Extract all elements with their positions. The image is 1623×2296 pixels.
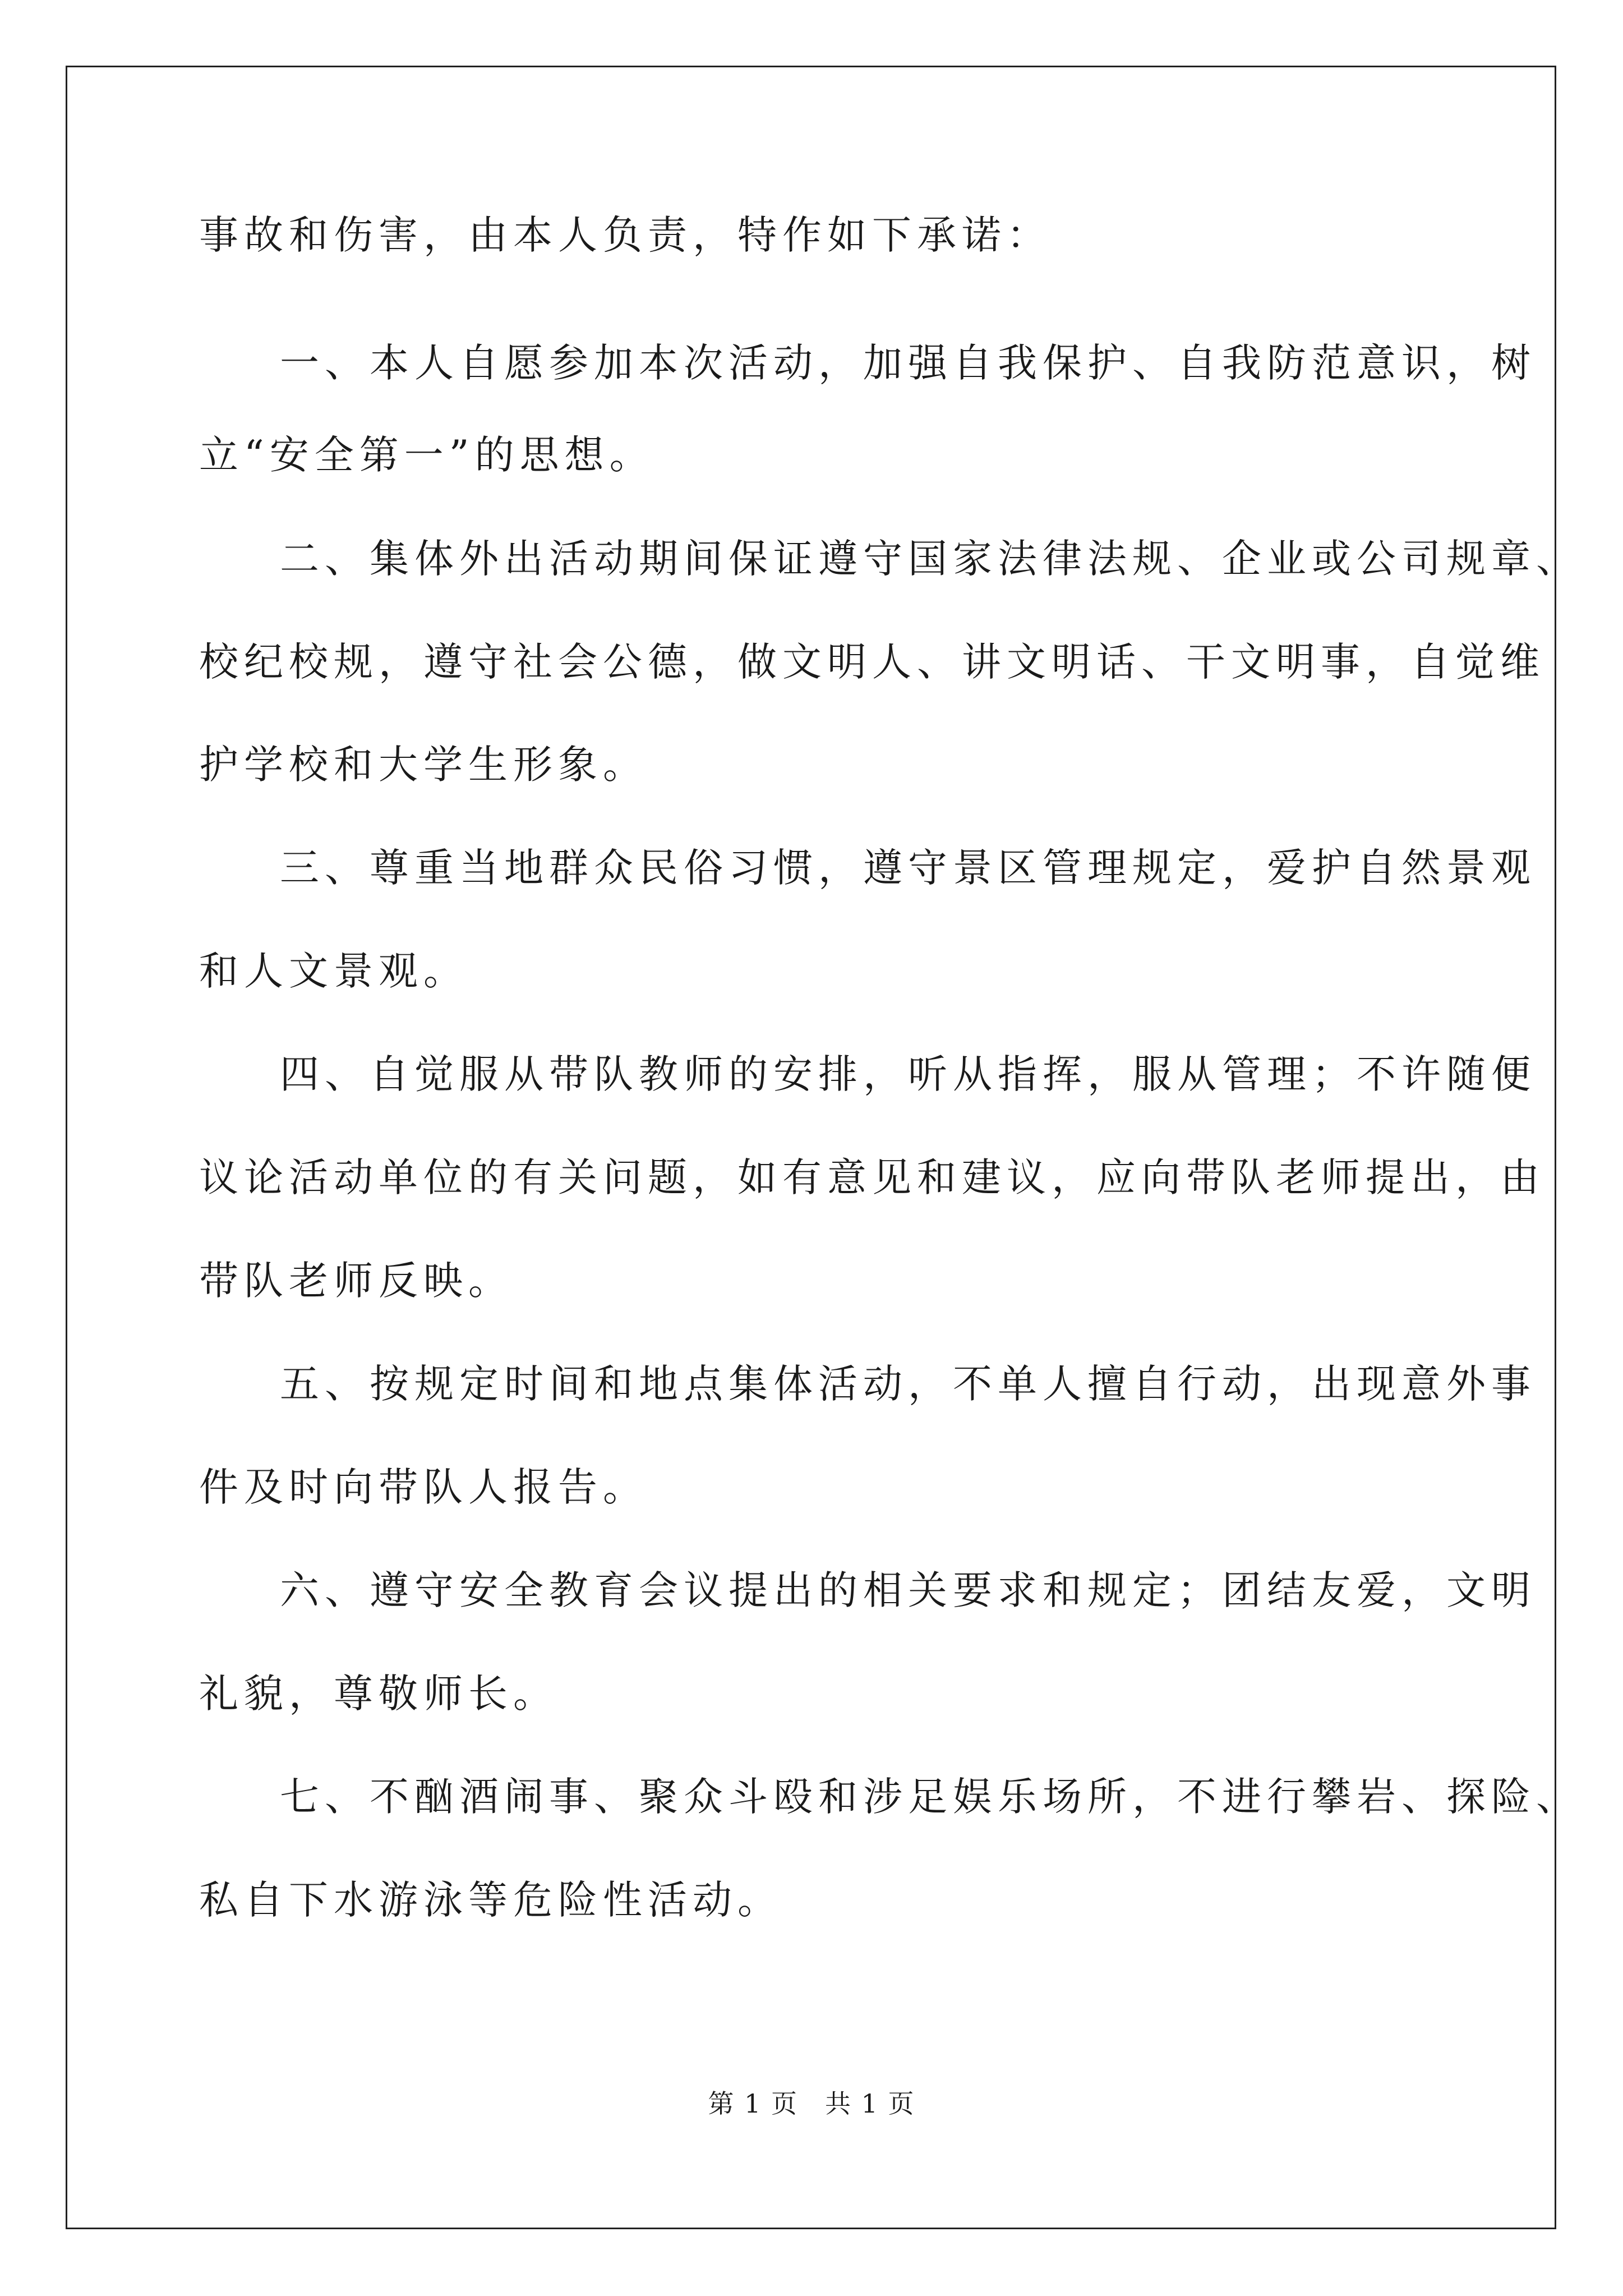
text-line: 四、自觉服从带队教师的安排，听从指挥，服从管理；不许随便 [280, 1051, 1536, 1097]
text-line: 事故和伤害，由本人负责，特作如下承诺： [199, 212, 1052, 258]
text-line: 私自下水游泳等危险性活动。 [199, 1877, 782, 1923]
text-line: 一、本人自愿参加本次活动，加强自我保护、自我防范意识，树 [280, 340, 1536, 386]
text-line: 和人文景观。 [199, 948, 468, 994]
text-line: 议论活动单位的有关问题，如有意见和建议，应向带队老师提出，由 [199, 1154, 1545, 1200]
text-line: 六、遵守安全教育会议提出的相关要求和规定；团结友爱，文明 [280, 1567, 1536, 1613]
text-line: 护学校和大学生形象。 [199, 742, 648, 788]
text-line: 件及时向带队人报告。 [199, 1464, 648, 1510]
text-line: 五、按规定时间和地点集体活动，不单人擅自行动，出现意外事 [280, 1361, 1536, 1407]
text-line: 带队老师反映。 [199, 1258, 513, 1304]
text-line: 校纪校规，遵守社会公德，做文明人、讲文明话、干文明事，自觉维 [199, 639, 1545, 685]
text-line: 三、尊重当地群众民俗习惯，遵守景区管理规定，爱护自然景观 [280, 845, 1536, 891]
text-line: 礼貌，尊敬师长。 [199, 1671, 558, 1717]
text-line: 立“安全第一”的思想。 [199, 432, 654, 478]
page-footer: 第 1 页 共 1 页 [708, 2088, 915, 2119]
text-line: 七、不酗酒闹事、聚众斗殴和涉足娱乐场所，不进行攀岩、探险、 [280, 1774, 1581, 1820]
text-line: 二、集体外出活动期间保证遵守国家法律法规、企业或公司规章、 [280, 536, 1581, 582]
